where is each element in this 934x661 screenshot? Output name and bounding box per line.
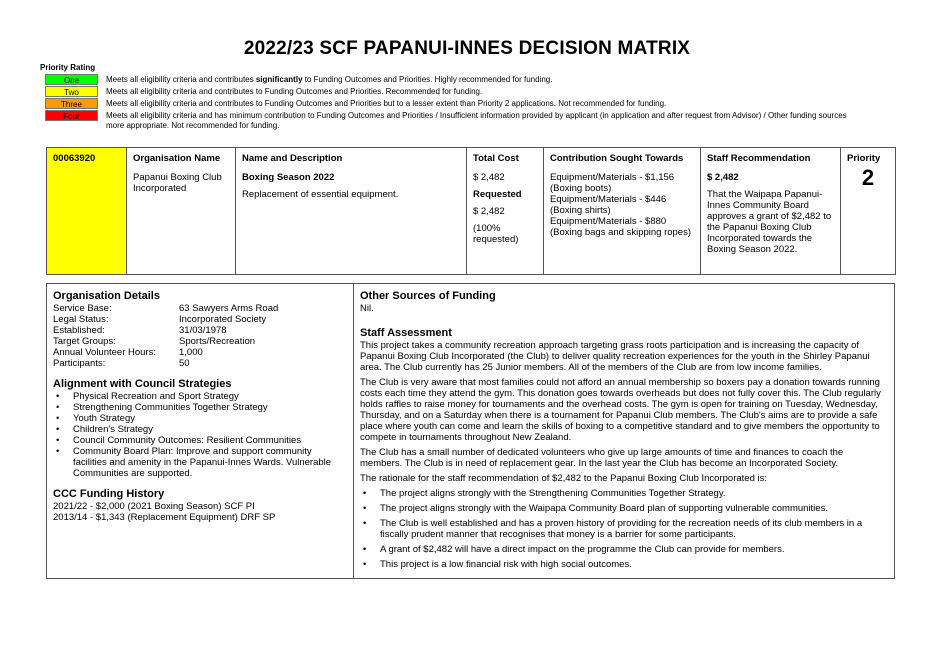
- detail-row: [53, 325, 347, 336]
- alignment-list: [53, 391, 347, 479]
- assessment-bullet: • This project is a low financial risk with high social outcomes.: [360, 559, 888, 570]
- detail-row: [53, 303, 347, 314]
- total-cost-value: $ 2,482: [473, 172, 505, 183]
- project-header: Name and Description: [242, 153, 343, 164]
- assessment-paragraph: The Club is very aware that most families could not afford an annual membership so boxers pay a donation towards running costs each time they attend the gym. This donation goes towards overheads but does not fully cover this. The Club regularly holds raffles to raise money for tournaments and the overhead costs. The gym is open for training on Tuesday, Wednesday, Thursday, and on a Saturday when there is a tournament for Papanui Club members. The Club's aims are to provide a safe place where youth can come and learn the skills of boxing to a competitive standard and to give members the opportunity to compete in tournaments throughout New Zealand.: [360, 377, 881, 443]
- organisation-cell: [127, 148, 236, 275]
- cost-cell: [467, 148, 544, 275]
- detail-key: Annual Volunteer Hours:: [53, 347, 156, 358]
- contribution-item: Equipment/Materials - $446 (Boxing shirts): [550, 194, 667, 216]
- alignment-item: • Children's Strategy: [53, 424, 347, 435]
- priority-rating-label: Priority Rating: [40, 63, 96, 72]
- alignment-item: • Council Community Outcomes: Resilient Communities: [53, 435, 347, 446]
- detail-key: Legal Status:: [53, 314, 109, 325]
- assessment-paragraph: This project takes a community recreation approach targeting grass roots participation and is increasing the capacity of Papanui Boxing Club Incorporated (the Club) to deliver quality recreation experiences for the youth in the Shirley Papanui area. The Club currently has 25 Junior members. All of the members of the Club are from low income families.: [360, 340, 870, 373]
- left-column: [47, 284, 354, 578]
- detail-value: Incorporated Society: [179, 314, 267, 325]
- assessment-bullet: • The project aligns strongly with the Strengthening Communities Together Strategy.: [360, 488, 888, 499]
- requested-amount: $ 2,482: [473, 206, 505, 217]
- legend-row-one: [45, 74, 875, 85]
- requested-label: Requested: [473, 189, 522, 200]
- assessment-bullets: [360, 488, 888, 570]
- project-description: Replacement of essential equipment.: [242, 189, 399, 200]
- priority-swatch-three: Three: [45, 98, 98, 109]
- priority-header: Priority: [847, 153, 881, 164]
- detail-value: 31/03/1978: [179, 325, 227, 336]
- legend-row-four: [45, 110, 875, 131]
- contribution-item: Equipment/Materials - $1,156 (Boxing boots): [550, 172, 675, 194]
- requested-percent: (100% requested): [473, 223, 519, 245]
- other-sources-text: Nil.: [360, 303, 374, 314]
- alignment-item: • Community Board Plan: Improve and support community facilities and amenity in the Papanui-Innes Wards. Vulnerable Communities are supported.: [53, 446, 347, 479]
- legend-text-four: Meets all eligibility criteria and has minimum contribution to Funding Outcomes and Priorities / Insufficient information provided by applicant (in application and after request from Advisor) / Other funding sources more appropriate. Not recommended for funding.: [106, 111, 847, 130]
- legend-text-one-bold: significantly: [255, 75, 303, 84]
- staff-recommendation-cell: [701, 148, 841, 275]
- assessment-bullet: • The Club is well established and has a proven history of providing for the recreation needs of its club members in a fiscally prudent manner that recognises that money is a barrier for some participants.: [360, 518, 888, 540]
- funding-history-item: 2021/22 - $2,000 (2021 Boxing Season) SCF PI: [53, 501, 255, 512]
- alignment-item: • Youth Strategy: [53, 413, 347, 424]
- project-name: Boxing Season 2022: [242, 172, 335, 183]
- contribution-cell: [544, 148, 701, 275]
- detail-value: Sports/Recreation: [179, 336, 256, 347]
- priority-legend: [45, 74, 875, 132]
- details-panel: [46, 283, 895, 579]
- legend-row-three: [45, 98, 875, 109]
- application-id: 00063920: [53, 153, 96, 164]
- contribution-item: Equipment/Materials - $880 (Boxing bags and skipping ropes): [550, 216, 692, 238]
- priority-cell: [841, 148, 896, 275]
- assessment-bullet: • The project aligns strongly with the Waipapa Community Board plan of supporting vulnerable communities.: [360, 503, 888, 514]
- detail-value: 50: [179, 358, 190, 369]
- legend-text-three: Meets all eligibility criteria and contributes to Funding Outcomes and Priorities but to a lesser extent than Priority 2 applications. Not recommended for funding.: [106, 99, 667, 108]
- other-sources-heading: Other Sources of Funding: [360, 290, 496, 302]
- organisation-details-heading: Organisation Details: [53, 290, 160, 302]
- alignment-item: • Strengthening Communities Together Strategy: [53, 402, 347, 413]
- staff-recommendation-amount: $ 2,482: [707, 172, 739, 183]
- alignment-item: • Physical Recreation and Sport Strategy: [53, 391, 347, 402]
- priority-value: 2: [861, 165, 875, 190]
- detail-row: [53, 347, 347, 358]
- total-cost-header: Total Cost: [473, 153, 519, 164]
- project-cell: [236, 148, 467, 275]
- priority-swatch-four: Four: [45, 110, 98, 121]
- legend-text-one-post: to Funding Outcomes and Priorities. Highly recommended for funding.: [302, 75, 553, 84]
- detail-row: [53, 358, 347, 369]
- assessment-bullet: • A grant of $2,482 will have a direct impact on the programme the Club can provide for members.: [360, 544, 888, 555]
- contribution-header: Contribution Sought Towards: [550, 153, 684, 164]
- right-column: [354, 284, 894, 578]
- legend-text-two: Meets all eligibility criteria and contributes to Funding Outcomes and Priorities. Recommended for funding.: [106, 87, 483, 96]
- legend-text-one: [106, 74, 552, 85]
- page-title: 2022/23 SCF PAPANUI-INNES DECISION MATRIX: [243, 38, 691, 59]
- detail-value: 63 Sawyers Arms Road: [179, 303, 279, 314]
- detail-value: 1,000: [179, 347, 203, 358]
- priority-swatch-two: Two: [45, 86, 98, 97]
- detail-row: [53, 336, 347, 347]
- assessment-paragraph: The Club has a small number of dedicated volunteers who give up large amounts of time and finances to coach the members. The Club is in need of replacement gear. In the last year the Club has become an Incorporated Society.: [360, 447, 844, 469]
- organisation-name-header: Organisation Name: [133, 153, 221, 164]
- application-summary-table: [46, 147, 896, 275]
- funding-history-heading: CCC Funding History: [53, 488, 165, 500]
- assessment-paragraph: The rationale for the staff recommendation of $2,482 to the Papanui Boxing Club Incorporated is:: [360, 473, 767, 484]
- staff-assessment-heading: Staff Assessment: [360, 327, 452, 339]
- application-id-cell: [47, 148, 127, 275]
- detail-key: Established:: [53, 325, 105, 336]
- legend-row-two: [45, 86, 875, 97]
- priority-swatch-one: One: [45, 74, 98, 85]
- funding-history-item: 2013/14 - $1,343 (Replacement Equipment) DRF SP: [53, 512, 276, 523]
- staff-recommendation-text: That the Waipapa Papanui-Innes Community Board approves a grant of $2,482 to the Papanui Boxing Club Incorporated towards the Boxing Season 2022.: [707, 189, 832, 255]
- detail-row: [53, 314, 347, 325]
- detail-key: Target Groups:: [53, 336, 116, 347]
- detail-key: Participants:: [53, 358, 106, 369]
- detail-key: Service Base:: [53, 303, 112, 314]
- legend-text-one-pre: Meets all eligibility criteria and contributes: [106, 75, 256, 84]
- alignment-heading: Alignment with Council Strategies: [53, 378, 232, 390]
- staff-recommendation-header: Staff Recommendation: [707, 153, 811, 164]
- organisation-name: Papanui Boxing Club Incorporated: [133, 172, 222, 194]
